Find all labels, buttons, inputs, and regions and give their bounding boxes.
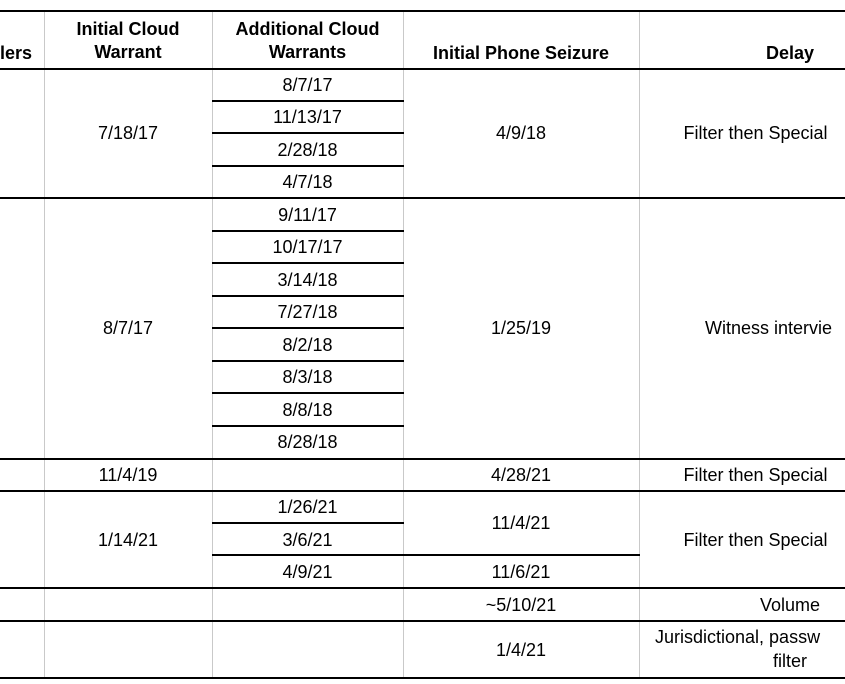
row-border-header [0,68,845,70]
header-initial-cloud-warrant: Initial Cloud Warrant [76,19,180,62]
delay-cell: Filter then Special [683,123,828,143]
phone-seizure-cell: 11/4/21 [491,513,551,533]
additional-cloud-cell: 4/7/18 [282,172,333,192]
col-border-4 [639,10,640,678]
sub-border [212,165,404,167]
sub-border [212,295,404,297]
additional-cloud-cell: 4/9/21 [282,562,333,582]
additional-cloud-cell: 8/28/18 [277,432,338,452]
row-border-3 [0,490,845,492]
additional-cloud-cell: 2/28/18 [277,140,338,160]
header-additional-cloud-warrants: Additional Cloud Warrants [235,19,380,62]
row-border-1 [0,197,845,199]
sub-border [212,392,404,394]
row-border-top [0,10,845,12]
sub-border [212,262,404,264]
row-border-2 [0,458,845,460]
phone-seizure-cell: 4/28/21 [490,465,552,485]
sub-border [212,132,404,134]
sub-border [212,230,404,232]
row-border-5 [0,620,845,622]
additional-cloud-cell: 7/27/18 [277,302,338,322]
additional-cloud-cell: 8/8/18 [282,400,333,420]
initial-cloud-cell: 8/7/17 [102,318,154,338]
row-border-4 [0,587,845,589]
additional-cloud-cell: 11/13/17 [273,107,342,127]
additional-cloud-cell: 10/17/17 [272,237,343,257]
additional-cloud-cell: 8/3/18 [282,367,333,387]
delay-cell: Filter then Special [683,465,828,485]
phone-seizure-cell: 11/6/21 [491,562,551,582]
additional-cloud-cell: 3/6/21 [282,530,333,550]
sub-border [212,100,404,102]
delay-cell: Filter then Special [683,530,828,550]
additional-cloud-cell: 9/11/17 [278,205,337,225]
initial-cloud-cell: 7/18/17 [97,123,159,143]
header-delay: Delay [765,43,815,63]
delay-cell: Volume [759,595,821,615]
initial-cloud-cell: 1/14/21 [97,530,159,550]
col-border-1 [44,10,45,678]
additional-cloud-cell: 8/2/18 [282,335,333,355]
sub-border [212,360,404,362]
additional-cloud-cell: 1/26/21 [277,497,338,517]
phone-seizure-cell: 4/9/18 [495,123,547,143]
delay-cell: Witness intervie [705,318,833,338]
phone-seizure-cell: 1/25/19 [490,318,552,338]
sub-border [212,327,404,329]
delay-cell: Jurisdictional, passw [655,627,821,647]
sub-border [212,522,404,524]
initial-cloud-cell: 11/4/19 [98,465,158,485]
header-col0: lers [0,43,33,63]
phone-seizure-cell: ~5/10/21 [485,595,557,615]
additional-cloud-cell: 3/14/18 [277,270,338,290]
delay-cell: filter [772,651,807,671]
phone-seizure-cell: 1/4/21 [495,640,547,660]
sub-border [212,425,404,427]
additional-cloud-cell: 8/7/17 [282,75,333,95]
row-border-bottom [0,677,845,679]
header-initial-phone-seizure: Initial Phone Seizure [432,43,610,63]
sub-border [212,554,640,556]
